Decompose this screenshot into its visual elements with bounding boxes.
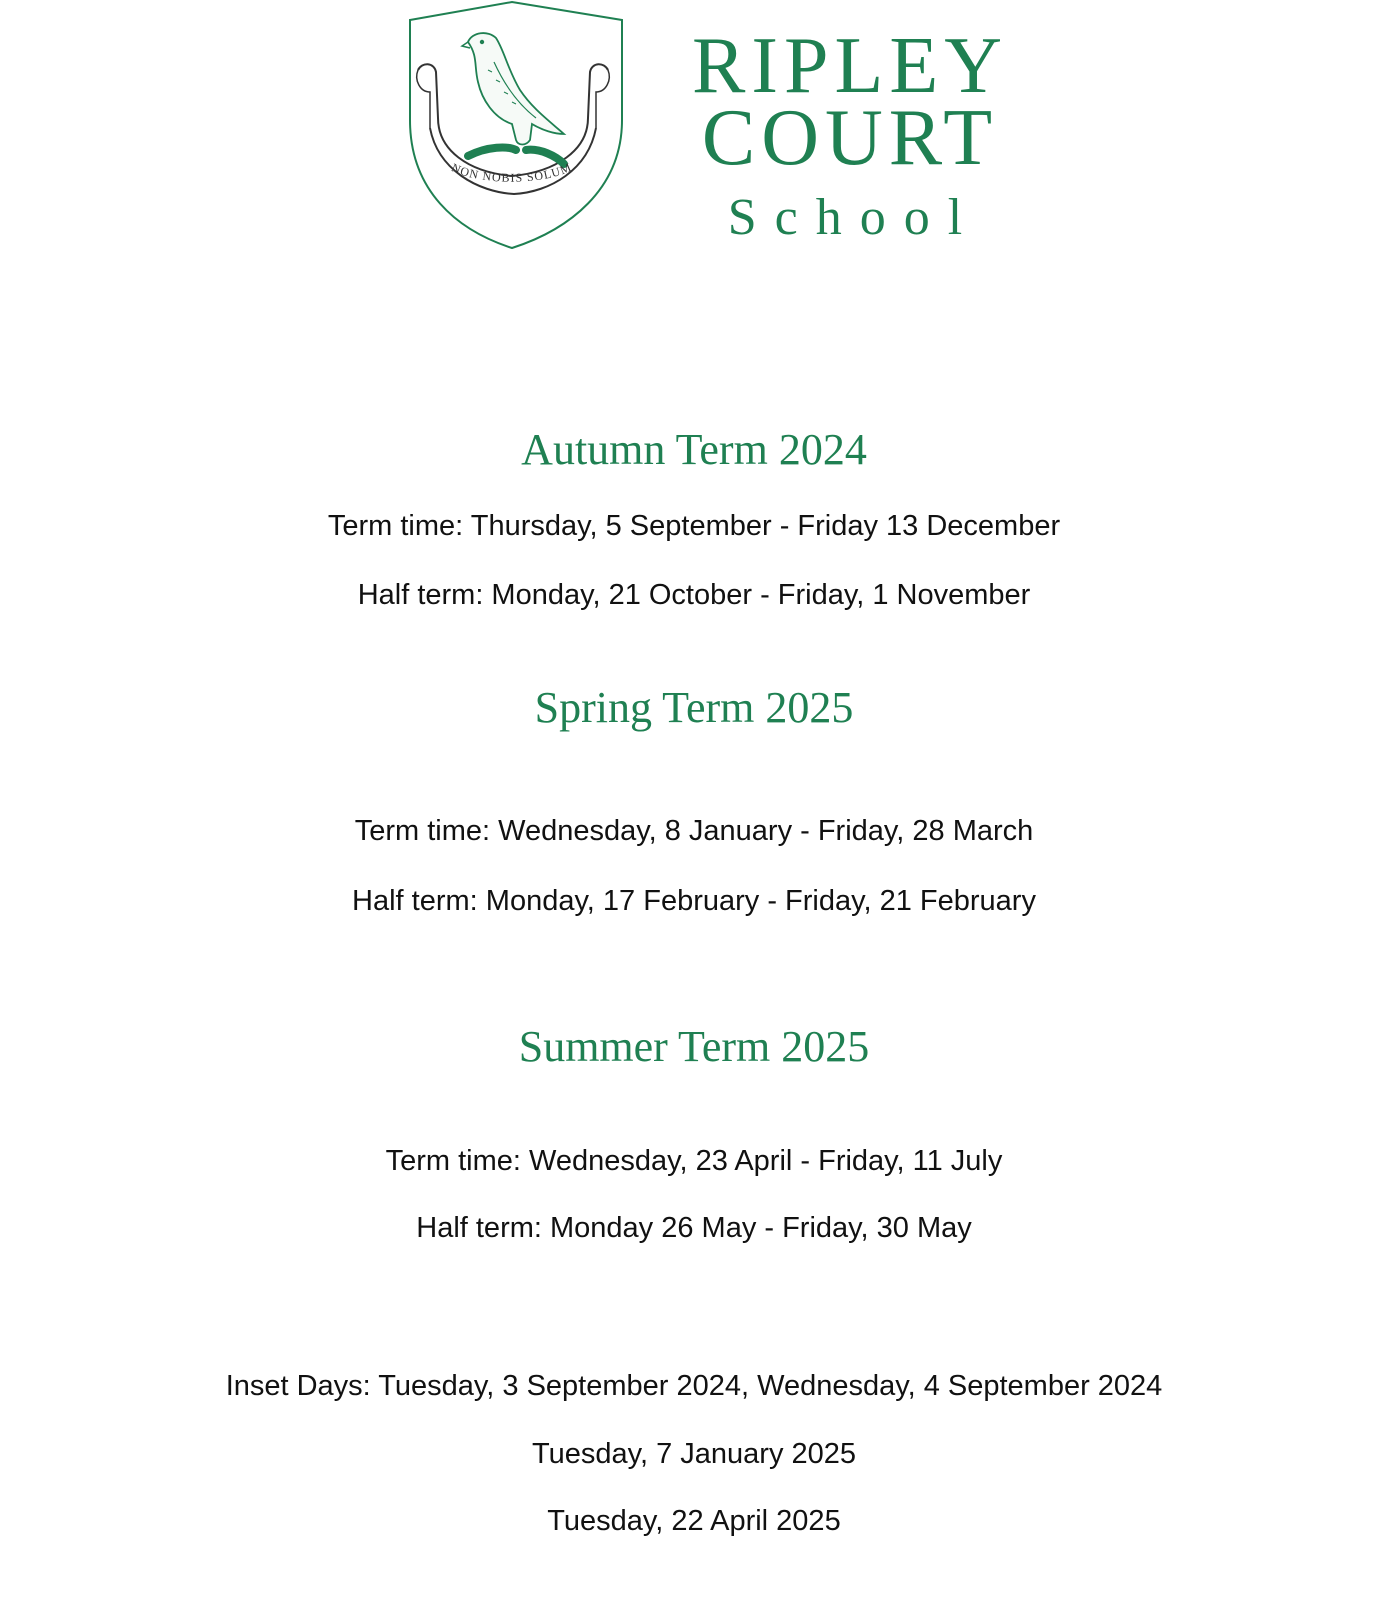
spring-half-term: Half term: Monday, 17 February - Friday, 21 February bbox=[352, 885, 1036, 917]
school-crest-logo bbox=[408, 0, 634, 252]
spring-term-heading: Spring Term 2025 bbox=[534, 683, 854, 732]
school-wordmark bbox=[680, 22, 1020, 248]
inset-days-line1: Inset Days: Tuesday, 3 September 2024, Wednesday, 4 September 2024 bbox=[225, 1370, 1163, 1402]
autumn-half-term: Half term: Monday, 21 October - Friday, 1 November bbox=[357, 579, 1031, 611]
school-name-line3: School bbox=[727, 189, 981, 246]
inset-days-line2: Tuesday, 7 January 2025 bbox=[531, 1438, 857, 1470]
summer-half-term: Half term: Monday 26 May - Friday, 30 May bbox=[416, 1212, 972, 1244]
inset-days-line3: Tuesday, 22 April 2025 bbox=[547, 1505, 841, 1537]
school-name-line1: RIPLEY bbox=[692, 22, 1008, 110]
school-motto: NON NOBIS SOLUM bbox=[449, 159, 574, 185]
spring-term-time: Term time: Wednesday, 8 January - Friday, 28 March bbox=[354, 815, 1034, 847]
autumn-term-heading: Autumn Term 2024 bbox=[521, 425, 867, 474]
autumn-term-time: Term time: Thursday, 5 September - Friday 13 December bbox=[327, 510, 1061, 542]
summer-term-time: Term time: Wednesday, 23 April - Friday, 11 July bbox=[385, 1145, 1003, 1177]
school-name-line2: COURT bbox=[701, 94, 999, 182]
summer-term-heading: Summer Term 2025 bbox=[518, 1022, 870, 1071]
